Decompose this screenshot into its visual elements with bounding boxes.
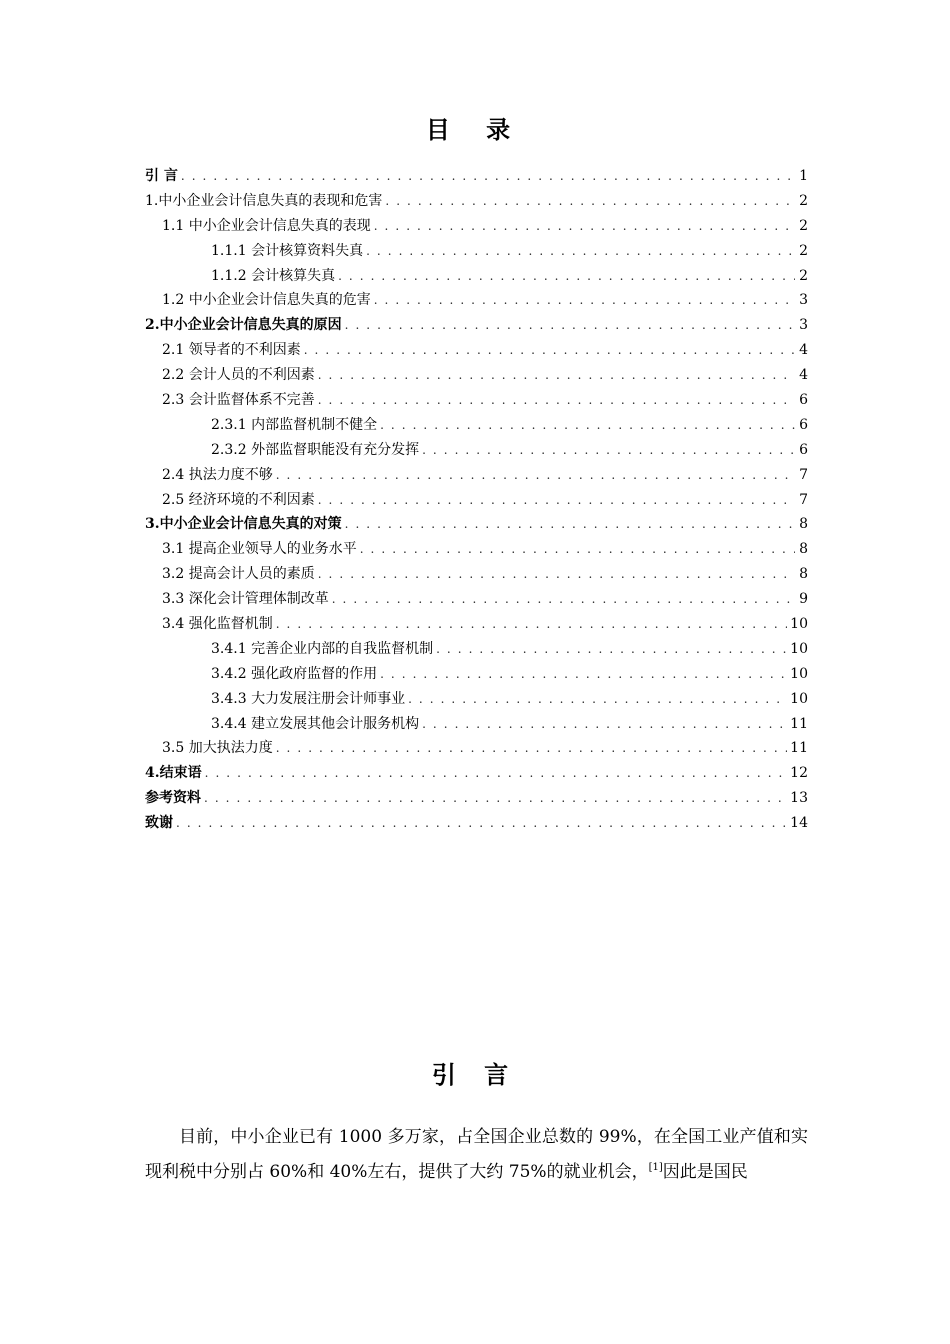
toc-page-number: 10: [790, 665, 808, 682]
toc-entry-text: 1.1.1 会计核算资料失真: [211, 242, 364, 259]
toc-page-number: 11: [790, 715, 808, 732]
toc-entry-text: 2.5 经济环境的不利因素: [162, 491, 315, 508]
toc-dot-leader: [318, 562, 795, 587]
toc-dot-leader: [181, 164, 795, 189]
toc-entry-text: 2.3 会计监督体系不完善: [162, 392, 315, 409]
toc-dot-leader: [360, 537, 795, 562]
toc-dot-leader: [205, 761, 788, 786]
toc-page-number: 1: [799, 168, 808, 184]
toc-entry[interactable]: [145, 811, 808, 836]
toc-entry[interactable]: [145, 388, 808, 413]
toc-dot-leader: [318, 388, 795, 413]
toc-entry[interactable]: [145, 239, 808, 264]
toc-entry-text: 3.3 深化会计管理体制改革: [162, 591, 329, 608]
toc-dot-leader: [345, 512, 795, 537]
toc-page-number: 12: [790, 765, 808, 782]
introduction-title: 引 言: [431, 1061, 519, 1089]
toc-page-number: 6: [799, 441, 808, 458]
intro-text-part-2: 因此是国民: [662, 1162, 748, 1182]
toc-page-number: 14: [790, 815, 808, 832]
toc-page-number: 6: [799, 392, 808, 409]
toc-entry[interactable]: [145, 537, 808, 562]
toc-entry-text: 3.4 强化监督机制: [162, 616, 273, 633]
toc-entry-text: 3.2 提高会计人员的素质: [162, 566, 315, 583]
toc-dot-leader: [276, 612, 787, 637]
toc-dot-leader: [422, 438, 795, 463]
toc-entry-text: 2.4 执法力度不够: [162, 466, 273, 483]
toc-entry-text: 2.3.1 内部监督机制不健全: [211, 416, 378, 433]
toc-entry-text: 3.1 提高企业领导人的业务水平: [162, 541, 357, 558]
toc-entry[interactable]: [145, 264, 808, 289]
toc-entry[interactable]: [145, 313, 808, 338]
toc-page-number: 6: [799, 416, 808, 433]
toc-page-number: 10: [790, 616, 808, 633]
toc-entry-text: 1.2 中小企业会计信息失真的危害: [162, 292, 371, 309]
toc-dot-leader: [332, 587, 795, 612]
toc-dot-leader: [304, 338, 795, 363]
toc-entry[interactable]: [145, 637, 808, 662]
toc-entry-text: 2.3.2 外部监督职能没有充分发挥: [211, 441, 420, 458]
toc-page-number: 13: [790, 790, 808, 807]
toc-dot-leader: [385, 189, 795, 214]
toc-entry-text: 1.1 中小企业会计信息失真的表现: [162, 217, 371, 234]
introduction-paragraph: [145, 1120, 808, 1190]
toc-page-number: 10: [790, 690, 808, 707]
toc-entry-text: 2.中小企业会计信息失真的原因: [145, 317, 342, 334]
toc-entry-text: 参考资料: [145, 790, 201, 807]
toc-dot-leader: [374, 288, 795, 313]
toc-page-number: 8: [799, 516, 808, 533]
toc-entry-text: 1.1.2 会计核算失真: [211, 267, 336, 284]
toc-entry[interactable]: [145, 687, 808, 712]
toc-entry-text: 3.中小企业会计信息失真的对策: [145, 516, 342, 533]
table-of-contents: [145, 164, 808, 836]
toc-entry-text: 引 言: [145, 168, 178, 184]
toc-page-number: 2: [799, 217, 808, 234]
toc-entry[interactable]: [145, 463, 808, 488]
toc-dot-leader: [204, 786, 787, 811]
toc-entry[interactable]: [145, 562, 808, 587]
toc-entry[interactable]: [145, 786, 808, 811]
toc-dot-leader: [366, 239, 795, 264]
toc-dot-leader: [408, 687, 787, 712]
toc-entry-text: 3.4.4 建立发展其他会计服务机构: [211, 715, 420, 732]
toc-entry-text: 3.5 加大执法力度: [162, 740, 273, 757]
toc-page-number: 9: [799, 591, 808, 608]
toc-dot-leader: [380, 413, 795, 438]
toc-entry-text: 1.中小企业会计信息失真的表现和危害: [145, 192, 383, 209]
toc-page-number: 4: [799, 367, 808, 384]
toc-dot-leader: [422, 712, 787, 737]
toc-page-number: 2: [799, 242, 808, 259]
toc-dot-leader: [276, 463, 795, 488]
toc-dot-leader: [345, 313, 795, 338]
toc-page-number: 2: [799, 267, 808, 284]
toc-entry[interactable]: [145, 761, 808, 786]
toc-entry-text: 2.2 会计人员的不利因素: [162, 367, 315, 384]
toc-page-number: 2: [799, 192, 808, 209]
toc-page-number: 4: [799, 342, 808, 359]
toc-dot-leader: [338, 264, 795, 289]
toc-entry[interactable]: [145, 164, 808, 189]
toc-dot-leader: [276, 736, 787, 761]
toc-dot-leader: [374, 214, 795, 239]
toc-dot-leader: [380, 662, 787, 687]
toc-entry[interactable]: [145, 438, 808, 463]
toc-page-number: 8: [799, 566, 808, 583]
toc-entry-text: 2.1 领导者的不利因素: [162, 342, 301, 359]
toc-page-number: 3: [799, 292, 808, 309]
toc-entry-text: 致谢: [145, 815, 173, 832]
toc-entry[interactable]: [145, 612, 808, 637]
toc-dot-leader: [176, 811, 787, 836]
toc-page-number: 3: [799, 317, 808, 334]
toc-page-number: 11: [790, 740, 808, 757]
toc-entry[interactable]: [145, 338, 808, 363]
toc-entry[interactable]: [145, 712, 808, 737]
toc-entry-text: 3.4.1 完善企业内部的自我监督机制: [211, 640, 434, 657]
toc-entry[interactable]: [145, 662, 808, 687]
toc-entry[interactable]: [145, 413, 808, 438]
citation-reference[interactable]: [1]: [648, 1162, 663, 1173]
toc-entry[interactable]: [145, 587, 808, 612]
toc-dot-leader: [318, 363, 795, 388]
toc-dot-leader: [318, 488, 795, 513]
toc-entry-text: 3.4.3 大力发展注册会计师事业: [211, 690, 406, 707]
toc-entry[interactable]: [145, 736, 808, 761]
toc-page-number: 7: [799, 466, 808, 483]
toc-entry-text: 3.4.2 强化政府监督的作用: [211, 665, 378, 682]
toc-entry-text: 4.结束语: [145, 765, 202, 782]
toc-entry[interactable]: [145, 488, 808, 513]
toc-page-number: 8: [799, 541, 808, 558]
toc-entry[interactable]: [145, 288, 808, 313]
toc-entry[interactable]: [145, 363, 808, 388]
toc-title: 目 录: [425, 116, 525, 144]
toc-entry[interactable]: [145, 512, 808, 537]
intro-text-part-1: 目前，中小企业已有 1000 多万家，占全国企业总数的 99%，在全国工业产值和实现利税中分别占 60%和 40%左右，提供了大约 75%的就业机会，: [145, 1127, 808, 1182]
toc-page-number: 7: [799, 491, 808, 508]
toc-page-number: 10: [790, 640, 808, 657]
toc-dot-leader: [436, 637, 787, 662]
toc-entry[interactable]: [145, 214, 808, 239]
toc-entry[interactable]: [145, 189, 808, 214]
